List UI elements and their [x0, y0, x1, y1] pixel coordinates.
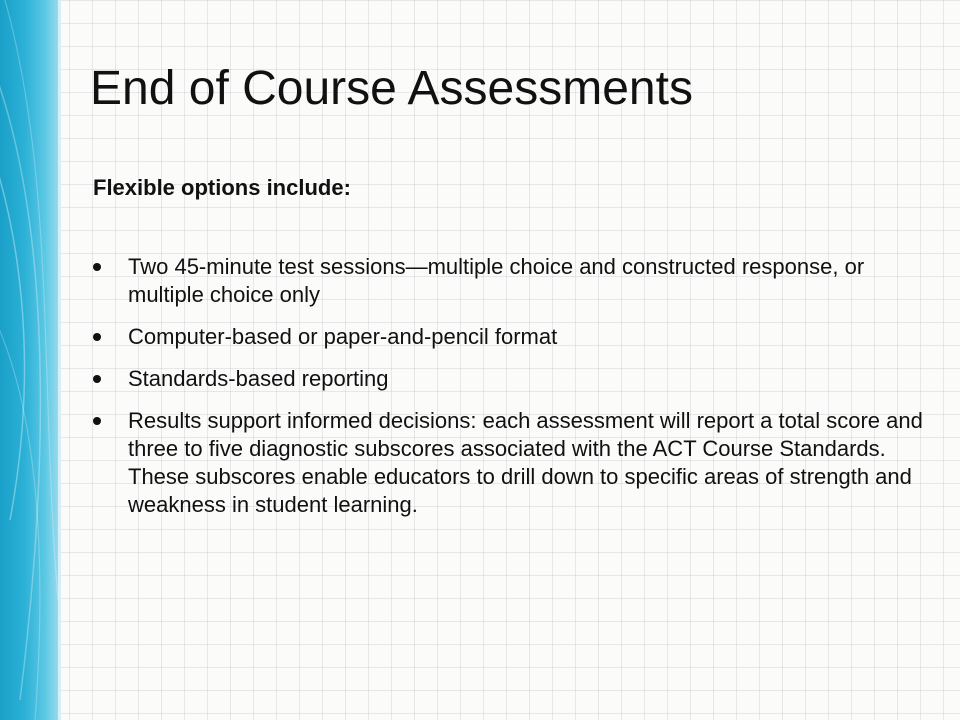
list-item: [93, 365, 923, 393]
list-item: [93, 323, 923, 351]
bullet-icon: [93, 375, 101, 383]
list-item-text: Computer-based or paper-and-pencil format: [128, 324, 558, 349]
options-list: [93, 253, 923, 533]
bullet-icon: [93, 417, 101, 425]
list-item: [93, 253, 923, 309]
list-item: [93, 407, 923, 519]
list-item-text: Results support informed decisions: each assessment will report a total score and three to five diagnostic subscores associated with the ACT Course Standards. These subscores enable educators to drill down to specific areas of strength and weakness in student learning.: [128, 408, 923, 517]
slide-title: End of Course Assessments: [90, 62, 693, 115]
bullet-icon: [93, 333, 101, 341]
options-heading: Flexible options include:: [93, 175, 351, 200]
bullet-icon: [93, 263, 101, 271]
list-item-text: Standards-based reporting: [128, 366, 389, 391]
decorative-swirl-lines: [0, 0, 64, 720]
list-item-text: Two 45-minute test sessions—multiple choice and constructed response, or multiple choice only: [128, 254, 865, 307]
